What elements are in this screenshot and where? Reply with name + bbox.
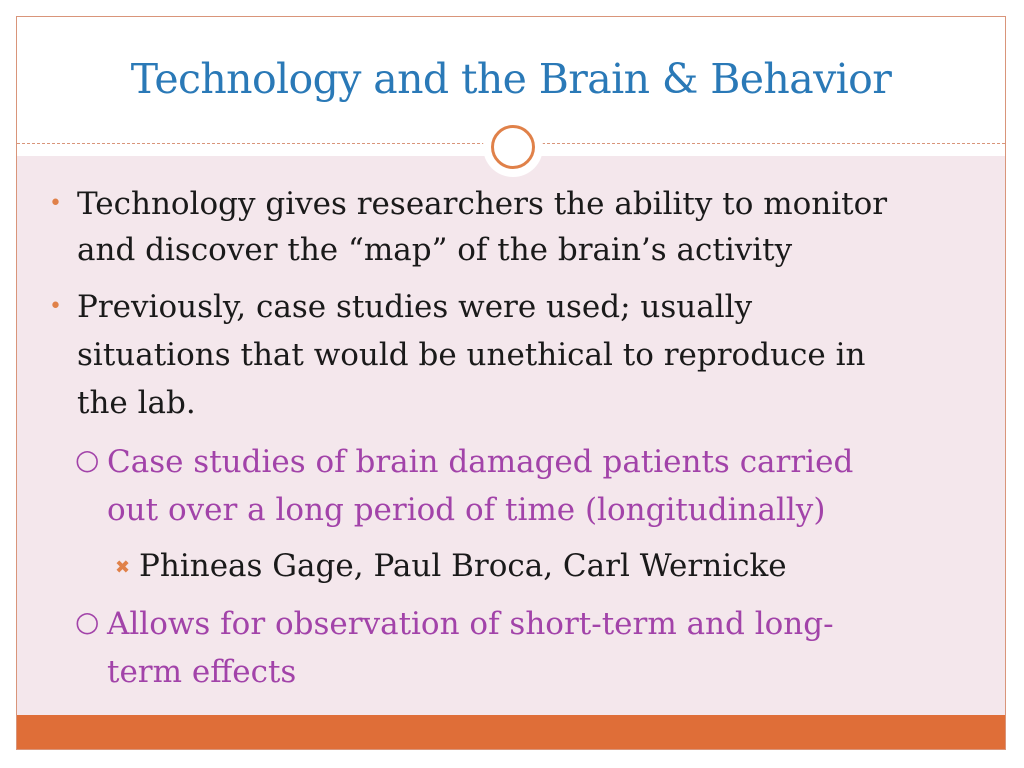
x-bullet-icon: ✖ xyxy=(115,557,131,578)
bullet-line: Previously, case studies were used; usually xyxy=(77,289,753,325)
circle-bullet-icon: ○ xyxy=(75,605,100,638)
bullet-dot-icon: • xyxy=(49,191,62,216)
footer-bar xyxy=(17,715,1005,749)
bullet-line: the lab. xyxy=(77,385,196,421)
sub-sub-bullet-line: Phineas Gage, Paul Broca, Carl Wernicke xyxy=(139,548,787,584)
bullet-dot-icon: • xyxy=(49,294,62,319)
sub-bullet-line: Case studies of brain damaged patients carried xyxy=(107,444,854,480)
slide-title: Technology and the Brain & Behavior xyxy=(130,55,892,103)
ring-icon xyxy=(491,125,535,169)
bullet-line: situations that would be unethical to reproduce in xyxy=(77,337,866,373)
content-area xyxy=(17,156,1005,715)
slide-frame xyxy=(16,16,1006,750)
bullet-line: and discover the “map” of the brain’s activity xyxy=(77,232,793,268)
sub-bullet-line: term effects xyxy=(107,654,297,690)
bullet-line: Technology gives researchers the ability to monitor xyxy=(77,186,888,222)
sub-bullet-line: out over a long period of time (longitudinally) xyxy=(107,492,826,528)
circle-bullet-icon: ○ xyxy=(75,443,100,476)
sub-bullet-line: Allows for observation of short-term and long- xyxy=(107,606,834,642)
ring-ornament-icon xyxy=(483,117,543,177)
